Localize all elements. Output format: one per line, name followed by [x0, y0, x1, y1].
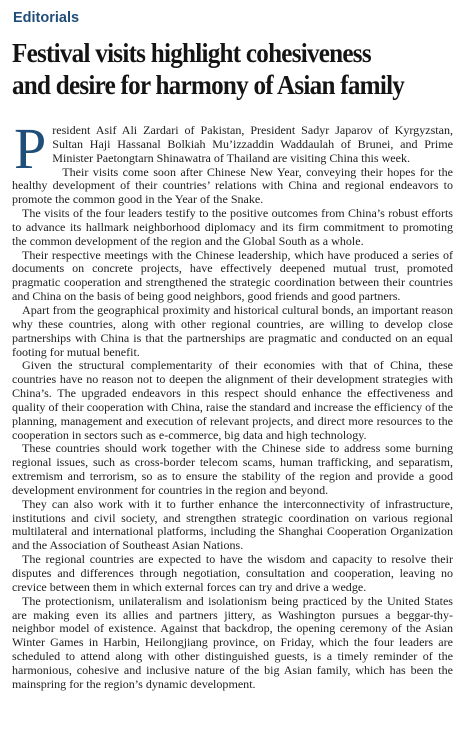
paragraph-5: Given the structural complementarity of their economies with that of China, these countries have no reason not to deepen the alignment of their development strategies with China’s. The upgraded endeavors in this respect should enhance the effectiveness and quality of their cooperation with China, raise the standard and increase the efficiency of the planning, management and execution of relevant projects, and direct more resources to the cooperation in sectors such as e-commerce, big data and high technology. — [12, 358, 453, 442]
headline — [12, 37, 454, 101]
article-body — [12, 116, 453, 692]
paragraph-8: The regional countries are expected to have the wisdom and capacity to resolve their disputes and differences through negotiation, consultation and cooperation, leaving no crevice between them in which external forces can try and drive a wedge. — [12, 552, 453, 594]
paragraph-1: Their visits come soon after Chinese New Year, conveying their hopes for the healthy development of their countries’ relations with China and regional endeavors to promote the common good in the Year of the Snake. — [12, 164, 453, 207]
lead-paragraph-wrap — [12, 116, 453, 181]
paragraph-2: The visits of the four leaders testify to the positive outcomes from China’s robust efforts to advance its hallmark neighborhood diplomacy and its firm commitment to promoting the common development of the region and the Global South as a whole. — [12, 206, 453, 248]
paragraph-4: Apart from the geographical proximity and historical cultural bonds, an important reason why these countries, along with other regional countries, are willing to develop close partnerships with China is that the partnerships are pragmatic and conducted on an equal footing for mutual benefit. — [12, 302, 453, 359]
headline-line-2: and desire for harmony of Asian family — [12, 70, 405, 100]
drop-cap: P — [14, 116, 47, 181]
section-label: Editorials — [13, 10, 80, 26]
headline-line-1: Festival visits highlight cohesiveness — [12, 38, 371, 68]
lead-paragraph: resident Asif Ali Zardari of Pakistan, President Sadyr Japarov of Kyrgyzstan, Sultan Haji Hassanal Bolkiah Mu’izzaddin Waddaulah of Brunei, and Prime Minister Paetongtarn Shinawatra of Thailand are visiting China this week. — [52, 123, 453, 165]
paragraph-9: The protectionism, unilateralism and isolationism being practiced by the United States are making even its allies and partners jittery, as Washington pursues a beggar-thy-neighbor model of existence. Against that backdrop, the opening ceremony of the Asian Winter Games in Harbin, Heilongjiang province, on Friday, which the four leaders are scheduled to attend along with other distinguished guests, is a timely reminder of the harmonious, cohesive and inclusive nature of the big Asian family, which has been the mainspring for the region’s dynamic development. — [12, 593, 453, 691]
paragraph-7: They can also work with it to further enhance the interconnectivity of infrastructure, institutions and civil society, and strengthen strategic coordination on various regional multilateral and international platforms, including the Shanghai Cooperation Organization and the Association of Southeast Asian Nations. — [12, 496, 453, 553]
paragraph-3: Their respective meetings with the Chinese leadership, which have produced a series of documents on concrete projects, have effectively deepened mutual trust, promoted pragmatic cooperation and strengthened the strategic coordination between their countries and China on the basis of being good neighbors, good friends and good partners. — [12, 247, 453, 304]
paragraph-6: These countries should work together with the Chinese side to address some burning regional issues, such as cross-border telecom scams, human trafficking, and separatism, extremism and terrorism, so as to ensure the stability of the region and provide a good development environment for countries in the region and beyond. — [12, 441, 453, 497]
